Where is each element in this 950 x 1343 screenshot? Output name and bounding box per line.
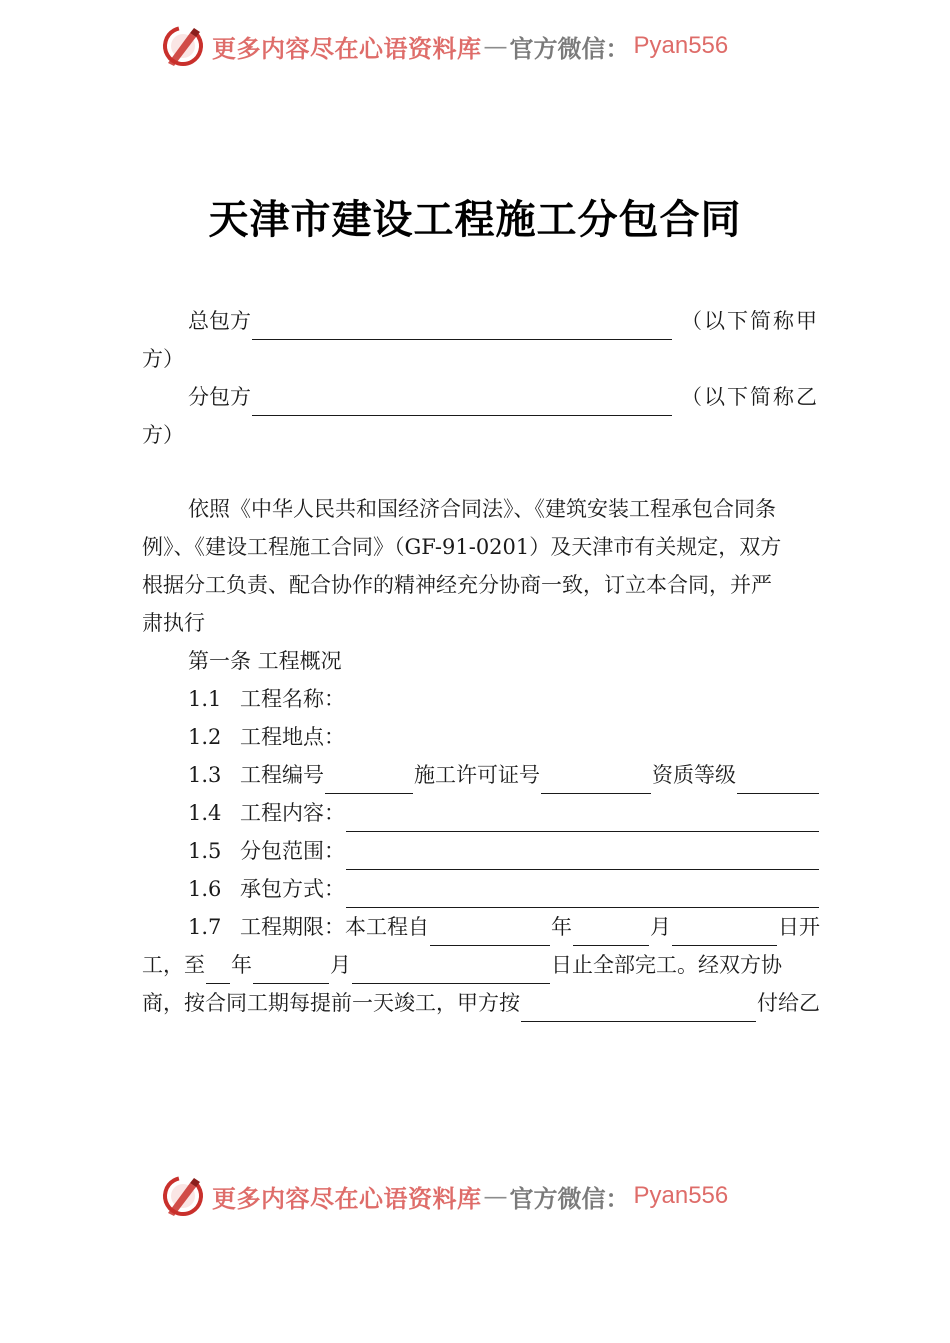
item-1-2 xyxy=(142,718,820,756)
preamble-text-3: 根据分工负责、配合协作的精神经充分协商一致，订立本合同，并严 xyxy=(142,573,772,597)
item-1-7-line-3 xyxy=(142,984,820,1022)
general-contractor-line-2 xyxy=(142,340,820,378)
document-title: 天津市建设工程施工分包合同 xyxy=(208,197,742,243)
start-month-field[interactable] xyxy=(573,917,649,946)
item-text: 工程期限：本工程自 xyxy=(240,915,429,939)
banner-separator: — xyxy=(483,1182,508,1210)
general-contractor-line xyxy=(142,302,820,340)
item-1-5 xyxy=(142,832,820,870)
subcontractor-line xyxy=(142,378,820,416)
item-1-7-line-2 xyxy=(142,946,820,984)
preamble-text-4: 肃执行 xyxy=(142,611,205,635)
banner-official-label: 官方微信： xyxy=(509,1183,630,1213)
spacer xyxy=(142,454,820,490)
footer-banner xyxy=(160,1170,728,1222)
preamble-text-2: 例》、《建设工程施工合同》（GF-91-0201）及天津市有关规定，双方 xyxy=(142,535,782,559)
bonus-amount-field[interactable] xyxy=(521,993,756,1022)
item-1-1 xyxy=(142,680,820,718)
project-content-field[interactable] xyxy=(346,803,819,832)
start-year-field[interactable] xyxy=(430,917,550,946)
subcontractor-line-2 xyxy=(142,416,820,454)
preamble-line-3 xyxy=(142,566,820,604)
item-number: 1.2 xyxy=(188,725,222,749)
item-label: 工程内容： xyxy=(240,801,345,825)
permit-number-field[interactable] xyxy=(541,765,651,794)
banner-slogan: 更多内容尽在心语资料库 xyxy=(212,33,482,63)
item-number: 1.6 xyxy=(188,877,222,901)
subcontractor-suffix-2: 方） xyxy=(142,423,184,447)
preamble-line-1 xyxy=(142,490,820,528)
qualification-field[interactable] xyxy=(737,765,819,794)
qualification-label: 资质等级 xyxy=(652,763,736,787)
banner-wechat-id: Pyan556 xyxy=(633,32,729,59)
item-text: 商，按合同工期每提前一天竣工，甲方按 xyxy=(142,991,520,1015)
general-contractor-suffix: （以下简称甲 xyxy=(681,309,819,333)
project-number-field[interactable] xyxy=(325,765,413,794)
item-number: 1.4 xyxy=(188,801,222,825)
header-banner xyxy=(160,20,728,72)
general-contractor-suffix-2: 方） xyxy=(142,347,184,371)
end-month-field[interactable] xyxy=(253,955,329,984)
article-1-heading xyxy=(142,642,820,680)
item-label: 承包方式： xyxy=(240,877,345,901)
subcontractor-field[interactable] xyxy=(252,387,672,416)
item-text: 工，至 xyxy=(142,953,205,977)
end-day-field[interactable] xyxy=(352,955,550,984)
pen-seal-icon xyxy=(160,1173,206,1219)
banner-separator: — xyxy=(483,32,508,60)
preamble-line-2 xyxy=(142,528,820,566)
end-year-field[interactable] xyxy=(206,955,230,984)
item-1-6 xyxy=(142,870,820,908)
item-number: 1.3 xyxy=(188,763,222,787)
start-day-field[interactable] xyxy=(672,917,777,946)
item-text: 月 xyxy=(330,953,351,977)
contract-method-field[interactable] xyxy=(346,879,819,908)
preamble-line-4 xyxy=(142,604,820,642)
item-1-3 xyxy=(142,756,820,794)
banner-slogan: 更多内容尽在心语资料库 xyxy=(212,1183,482,1213)
general-contractor-field[interactable] xyxy=(252,311,672,340)
item-1-4 xyxy=(142,794,820,832)
item-label: 分包范围： xyxy=(240,839,345,863)
banner-official-label: 官方微信： xyxy=(509,33,630,63)
preamble-text-1: 依照《中华人民共和国经济合同法》、《建筑安装工程承包合同条 xyxy=(188,497,776,521)
article-1-heading-text: 第一条 工程概况 xyxy=(188,649,342,673)
subcontractor-suffix: （以下简称乙 xyxy=(681,385,819,409)
item-label: 工程名称： xyxy=(240,687,345,711)
item-text: 付给乙 xyxy=(757,991,820,1015)
item-label: 工程地点： xyxy=(240,725,345,749)
subcontract-scope-field[interactable] xyxy=(346,841,819,870)
contract-body xyxy=(142,302,820,1022)
item-text: 月 xyxy=(650,915,671,939)
item-1-7 xyxy=(142,908,820,946)
item-text: 日开 xyxy=(778,915,820,939)
pen-seal-icon xyxy=(160,23,206,69)
permit-number-label: 施工许可证号 xyxy=(414,763,540,787)
item-text: 年 xyxy=(551,915,572,939)
item-number: 1.7 xyxy=(188,915,222,939)
subcontractor-label: 分包方 xyxy=(188,385,251,409)
item-number: 1.5 xyxy=(188,839,222,863)
item-text: 日止全部完工。经双方协 xyxy=(551,953,782,977)
item-text: 年 xyxy=(231,953,252,977)
item-number: 1.1 xyxy=(188,687,222,711)
banner-wechat-id: Pyan556 xyxy=(633,1182,729,1209)
general-contractor-label: 总包方 xyxy=(188,309,251,333)
project-number-label: 工程编号 xyxy=(240,763,324,787)
